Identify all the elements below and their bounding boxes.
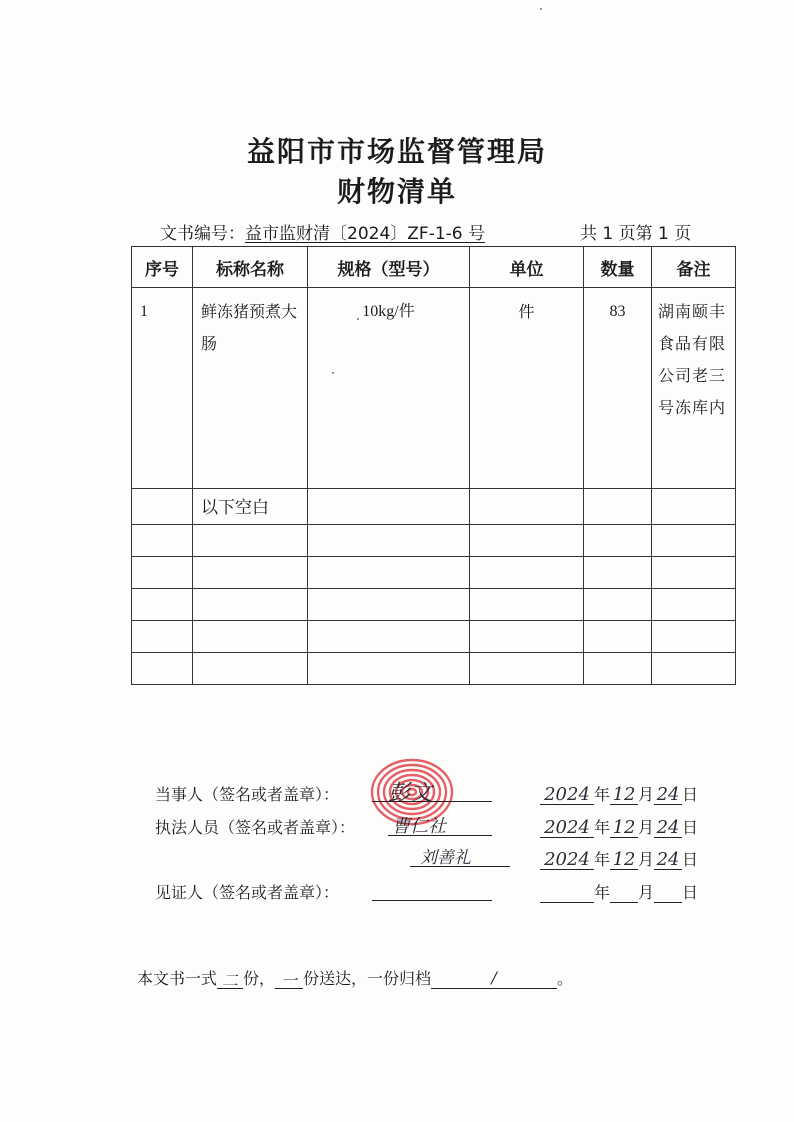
table-row — [132, 489, 736, 525]
doc-number-value: 益市监财清〔2024〕ZF-1-6 号 — [245, 224, 485, 244]
date-officer2-year: 2024 — [540, 849, 594, 870]
date-party-day: 24 — [654, 784, 682, 805]
day-suffix: 日 — [682, 883, 699, 902]
copies-text-3: 份送达，一份归档 — [303, 969, 432, 988]
date-witness-day — [654, 882, 682, 903]
day-suffix: 日 — [682, 785, 699, 804]
date-party-year: 2024 — [540, 784, 594, 805]
table-row — [132, 653, 736, 685]
table-row — [132, 288, 736, 489]
item-unit: 件 — [470, 288, 584, 489]
month-suffix: 月 — [638, 850, 655, 869]
item-remark: 湖南颐丰食品有限公司老三号冻库内 — [652, 288, 736, 489]
date-officer-day: 24 — [654, 817, 682, 838]
date-witness-month — [610, 882, 638, 903]
copies-text-4: 。 — [557, 969, 574, 988]
blank-note: 以下空白 — [193, 489, 308, 525]
date-officer-2 — [540, 847, 698, 870]
page-info: 共 1 页第 1 页 — [580, 224, 692, 244]
col-header-remark: 备注 — [652, 247, 736, 288]
document-title: 益阳市市场监督管理局 — [246, 135, 547, 168]
year-suffix: 年 — [594, 785, 611, 804]
year-suffix: 年 — [594, 818, 611, 837]
scan-speck — [540, 8, 542, 10]
col-header-no: 序号 — [132, 247, 193, 288]
officer-handwritten-signature-2: 刘善礼 — [420, 848, 471, 868]
table-row — [132, 589, 736, 621]
month-suffix: 月 — [638, 818, 655, 837]
date-party — [540, 782, 698, 805]
scan-speck — [332, 372, 334, 374]
document-subtitle: 财物清单 — [336, 175, 457, 208]
party-signature-line — [155, 782, 339, 805]
sent-count: 一 — [275, 968, 303, 989]
witness-label: 见证人（签名或者盖章）： — [155, 883, 340, 902]
date-officer2-day: 24 — [654, 849, 682, 870]
day-suffix: 日 — [682, 850, 699, 869]
item-qty: 83 — [584, 288, 652, 489]
year-suffix: 年 — [594, 850, 611, 869]
property-table — [131, 246, 736, 685]
col-header-unit: 单位 — [470, 247, 584, 288]
date-witness-year — [540, 882, 594, 903]
officer-label: 执法人员（签名或者盖章）： — [155, 818, 356, 837]
table-row — [132, 525, 736, 557]
table-row — [132, 621, 736, 653]
col-header-spec: 规格（型号） — [308, 247, 470, 288]
col-header-name: 标称名称 — [193, 247, 308, 288]
doc-number — [160, 219, 485, 244]
day-suffix: 日 — [682, 818, 699, 837]
archive-mark: / — [431, 968, 557, 989]
party-label: 当事人（签名或者盖章）： — [155, 785, 340, 804]
date-officer2-month: 12 — [610, 849, 638, 870]
item-no: 1 — [132, 288, 193, 489]
date-witness — [540, 880, 698, 903]
copies-statement — [137, 966, 573, 989]
month-suffix: 月 — [638, 883, 655, 902]
copies-count: 二 — [217, 968, 243, 989]
officer-handwritten-signature-1: 曹仁社 — [392, 816, 446, 837]
table-row — [132, 557, 736, 589]
month-suffix: 月 — [638, 785, 655, 804]
item-name: 鲜冻猪预煮大肠 — [193, 288, 308, 489]
date-officer — [540, 815, 698, 838]
date-officer-year: 2024 — [540, 817, 594, 838]
date-party-month: 12 — [610, 784, 638, 805]
table-header-row — [132, 247, 736, 288]
witness-sign-line — [372, 880, 492, 901]
date-officer-month: 12 — [610, 817, 638, 838]
year-suffix: 年 — [594, 883, 611, 902]
item-spec: 10kg/件 — [308, 288, 470, 489]
copies-text-2: 份， — [243, 969, 276, 988]
copies-text-1: 本文书一式 — [137, 969, 218, 988]
doc-number-label: 文书编号： — [160, 224, 245, 244]
col-header-qty: 数量 — [584, 247, 652, 288]
scan-speck — [357, 318, 359, 320]
party-handwritten-signature: 彭文 — [388, 781, 433, 806]
